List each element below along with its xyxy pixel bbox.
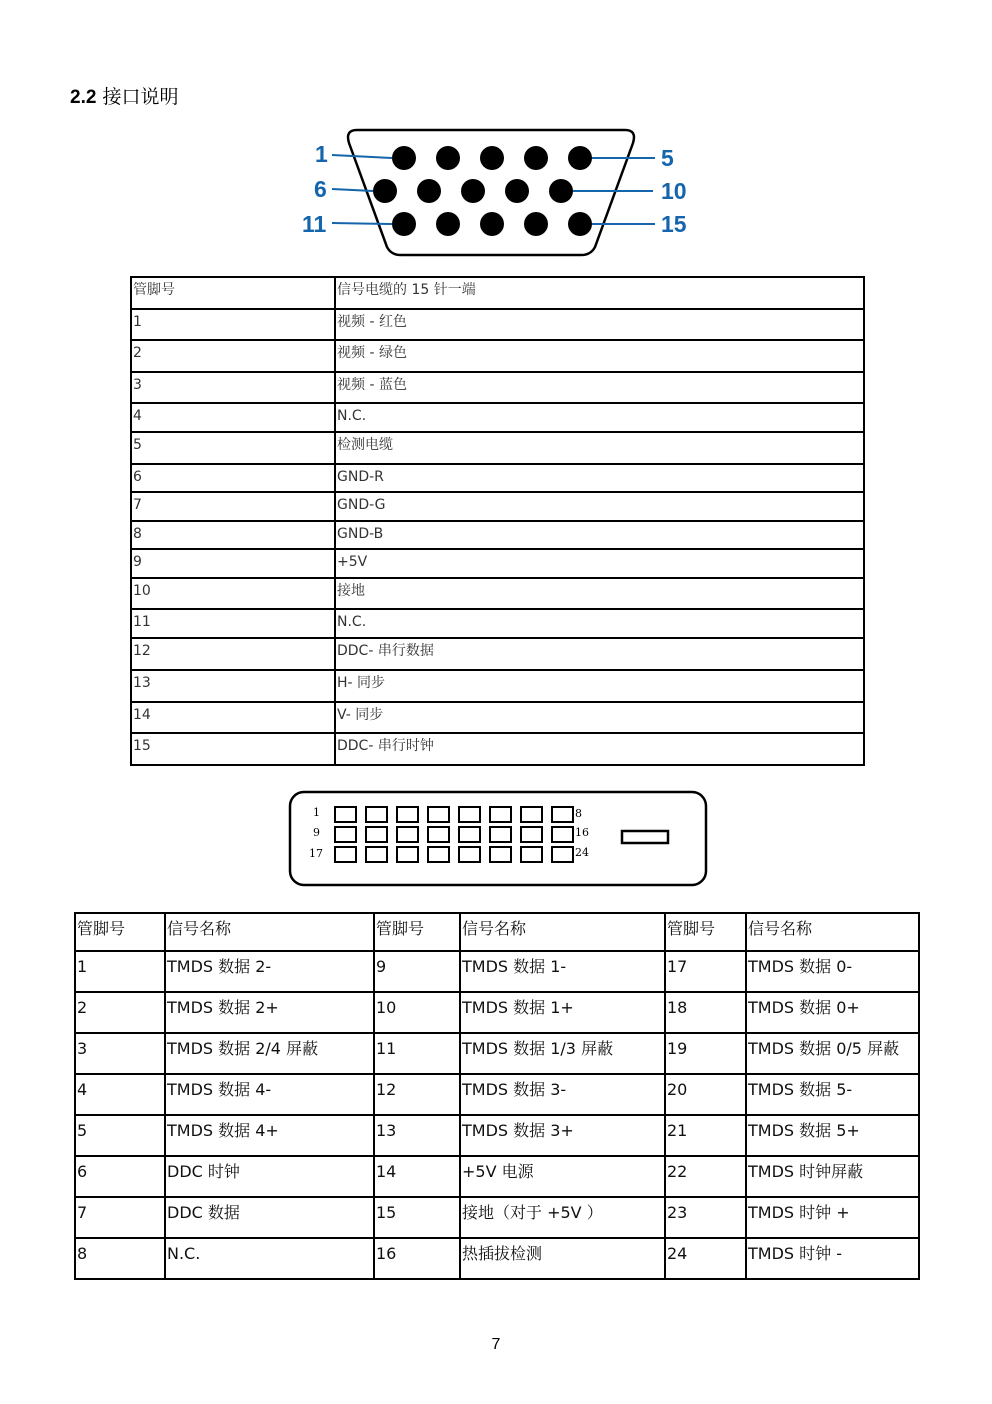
pin-number: 20 (665, 1074, 746, 1115)
pin-number: 23 (665, 1197, 746, 1238)
table-row (75, 1156, 919, 1197)
dvi-pin (428, 827, 449, 842)
table-row (131, 670, 864, 702)
pin-signal: V- 同步 (335, 702, 864, 733)
dvi-pin (459, 847, 480, 862)
dvi-label-1: 1 (313, 806, 320, 819)
table-row (131, 638, 864, 670)
pin-signal: GND-B (335, 521, 864, 549)
table-header-row (75, 913, 919, 951)
dvi-pin (397, 807, 418, 822)
pin-signal: 视频 - 蓝色 (335, 372, 864, 403)
vga-label-11: 11 (302, 211, 327, 237)
pin-number: 15 (374, 1197, 460, 1238)
vga-connector-diagram (295, 125, 705, 260)
vga-pin (568, 212, 592, 236)
vga-label-15: 15 (661, 211, 687, 237)
table-row (75, 992, 919, 1033)
pin-number: 14 (374, 1156, 460, 1197)
pin-number: 7 (131, 492, 335, 521)
pin-signal: TMDS 数据 1+ (460, 992, 665, 1033)
table-row (131, 609, 864, 638)
pin-signal: DDC- 串行数据 (335, 638, 864, 670)
vga-label-10: 10 (661, 178, 687, 204)
pin-signal: 视频 - 绿色 (335, 340, 864, 372)
pin-number: 19 (665, 1033, 746, 1074)
dvi-pin (490, 827, 511, 842)
pin-number: 15 (131, 733, 335, 765)
pin-signal: TMDS 时钟屏蔽 (746, 1156, 919, 1197)
header-cell: 信号电缆的 15 针一端 (335, 277, 864, 309)
dvi-ground-blade (622, 831, 668, 843)
table-row (75, 1033, 919, 1074)
vga-pin-table (130, 276, 865, 766)
dvi-pin (552, 827, 573, 842)
pin-number: 22 (665, 1156, 746, 1197)
pin-number: 18 (665, 992, 746, 1033)
dvi-pin (335, 827, 356, 842)
vga-pin (505, 179, 529, 203)
header-cell: 信号名称 (460, 913, 665, 951)
dvi-label-16: 16 (575, 826, 589, 839)
pin-signal: DDC 数据 (165, 1197, 374, 1238)
vga-pin (568, 146, 592, 170)
pin-signal: TMDS 数据 0+ (746, 992, 919, 1033)
table-row (131, 432, 864, 464)
pin-number: 6 (75, 1156, 165, 1197)
pin-signal: TMDS 数据 5+ (746, 1115, 919, 1156)
dvi-label-24: 24 (575, 846, 589, 859)
pin-signal: TMDS 数据 5- (746, 1074, 919, 1115)
dvi-pin-grid (335, 807, 573, 862)
table-header-row (131, 277, 864, 309)
dvi-pin-table (74, 912, 920, 1280)
vga-label-6: 6 (314, 176, 327, 202)
pin-number: 16 (374, 1238, 460, 1279)
pin-number: 7 (75, 1197, 165, 1238)
pin-signal: TMDS 数据 0/5 屏蔽 (746, 1033, 919, 1074)
dvi-pin (397, 847, 418, 862)
pin-number: 3 (131, 372, 335, 403)
pin-signal: GND-G (335, 492, 864, 521)
pin-signal: 检测电缆 (335, 432, 864, 464)
table-row (131, 340, 864, 372)
table-row (131, 521, 864, 549)
pin-signal: TMDS 数据 2+ (165, 992, 374, 1033)
pin-signal: 接地 (335, 578, 864, 609)
pin-number: 11 (131, 609, 335, 638)
pin-number: 5 (75, 1115, 165, 1156)
table-row (75, 1115, 919, 1156)
dvi-label-8: 8 (575, 807, 582, 820)
vga-pin (392, 146, 416, 170)
table-row (131, 549, 864, 578)
table-row (131, 403, 864, 432)
pin-number: 5 (131, 432, 335, 464)
pin-signal: TMDS 数据 3+ (460, 1115, 665, 1156)
table-row (131, 578, 864, 609)
pin-signal: N.C. (335, 609, 864, 638)
pin-signal: +5V 电源 (460, 1156, 665, 1197)
pin-signal: TMDS 数据 2/4 屏蔽 (165, 1033, 374, 1074)
vga-pin (417, 179, 441, 203)
pin-number: 1 (131, 309, 335, 340)
table-row (75, 1074, 919, 1115)
vga-pin-row-2 (373, 179, 573, 203)
pin-number: 2 (131, 340, 335, 372)
table-row (131, 702, 864, 733)
vga-pin (480, 212, 504, 236)
dvi-pin (397, 827, 418, 842)
pin-signal: H- 同步 (335, 670, 864, 702)
dvi-pin (521, 827, 542, 842)
pin-number: 6 (131, 464, 335, 492)
pin-number: 12 (131, 638, 335, 670)
dvi-pin (459, 827, 480, 842)
pin-number: 24 (665, 1238, 746, 1279)
pin-signal: 接地（对于 +5V ） (460, 1197, 665, 1238)
dvi-pin (366, 847, 387, 862)
dvi-pin (459, 807, 480, 822)
pin-number: 12 (374, 1074, 460, 1115)
vga-label-1: 1 (315, 141, 328, 167)
header-cell: 管脚号 (75, 913, 165, 951)
dvi-pin (521, 847, 542, 862)
pin-signal: +5V (335, 549, 864, 578)
pin-signal: 热插拔检测 (460, 1238, 665, 1279)
pin-number: 1 (75, 951, 165, 992)
pin-signal: TMDS 时钟 + (746, 1197, 919, 1238)
vga-pin (461, 179, 485, 203)
pin-signal: TMDS 数据 4- (165, 1074, 374, 1115)
pin-signal: TMDS 数据 0- (746, 951, 919, 992)
pin-number: 10 (131, 578, 335, 609)
dvi-pin (490, 847, 511, 862)
dvi-pin (366, 807, 387, 822)
dvi-pin (521, 807, 542, 822)
header-cell: 信号名称 (746, 913, 919, 951)
pin-number: 10 (374, 992, 460, 1033)
pin-number: 21 (665, 1115, 746, 1156)
section-title: 接口说明 (102, 86, 179, 108)
table-row (131, 492, 864, 521)
dvi-pin (335, 847, 356, 862)
pin-number: 9 (131, 549, 335, 578)
pin-signal: TMDS 数据 2- (165, 951, 374, 992)
vga-pin (524, 212, 548, 236)
table-row (131, 309, 864, 340)
table-row (75, 1197, 919, 1238)
page-number: 7 (491, 1336, 501, 1353)
pin-number: 4 (75, 1074, 165, 1115)
pin-signal: 视频 - 红色 (335, 309, 864, 340)
vga-pin (436, 146, 460, 170)
header-cell: 管脚号 (665, 913, 746, 951)
vga-pin (524, 146, 548, 170)
pin-signal: DDC- 串行时钟 (335, 733, 864, 765)
dvi-label-17: 17 (309, 847, 323, 860)
dvi-connector-shell (290, 792, 706, 885)
table-row (75, 1238, 919, 1279)
pin-signal: TMDS 时钟 - (746, 1238, 919, 1279)
pin-number: 9 (374, 951, 460, 992)
vga-pin (392, 212, 416, 236)
dvi-pin (428, 847, 449, 862)
dvi-pin (428, 807, 449, 822)
pin-number: 8 (75, 1238, 165, 1279)
pin-signal: TMDS 数据 1- (460, 951, 665, 992)
header-cell: 管脚号 (374, 913, 460, 951)
table-row (131, 372, 864, 403)
pin-signal: DDC 时钟 (165, 1156, 374, 1197)
header-cell: 信号名称 (165, 913, 374, 951)
dvi-pin (552, 847, 573, 862)
pin-signal: TMDS 数据 3- (460, 1074, 665, 1115)
dvi-pin (552, 807, 573, 822)
vga-pin-row-3 (392, 212, 592, 236)
pin-number: 3 (75, 1033, 165, 1074)
pin-number: 13 (374, 1115, 460, 1156)
pin-number: 14 (131, 702, 335, 733)
vga-pin (480, 146, 504, 170)
table-row (75, 951, 919, 992)
vga-pin-row-1 (392, 146, 592, 170)
pin-number: 8 (131, 521, 335, 549)
pin-signal: N.C. (335, 403, 864, 432)
dvi-label-9: 9 (313, 826, 320, 839)
vga-label-5: 5 (661, 145, 674, 171)
dvi-connector-diagram (288, 790, 708, 888)
pin-signal: TMDS 数据 1/3 屏蔽 (460, 1033, 665, 1074)
vga-pin (373, 179, 397, 203)
dvi-pin (490, 807, 511, 822)
pin-number: 13 (131, 670, 335, 702)
pin-signal: N.C. (165, 1238, 374, 1279)
dvi-pin (335, 807, 356, 822)
pin-signal: TMDS 数据 4+ (165, 1115, 374, 1156)
section-heading (70, 82, 178, 109)
pin-number: 17 (665, 951, 746, 992)
pin-number: 4 (131, 403, 335, 432)
pin-number: 11 (374, 1033, 460, 1074)
table-row (131, 733, 864, 765)
section-number: 2.2 (70, 87, 97, 108)
pin-number: 2 (75, 992, 165, 1033)
header-cell: 管脚号 (131, 277, 335, 309)
table-row (131, 464, 864, 492)
pin-signal: GND-R (335, 464, 864, 492)
vga-pin (549, 179, 573, 203)
vga-pin (436, 212, 460, 236)
dvi-pin (366, 827, 387, 842)
